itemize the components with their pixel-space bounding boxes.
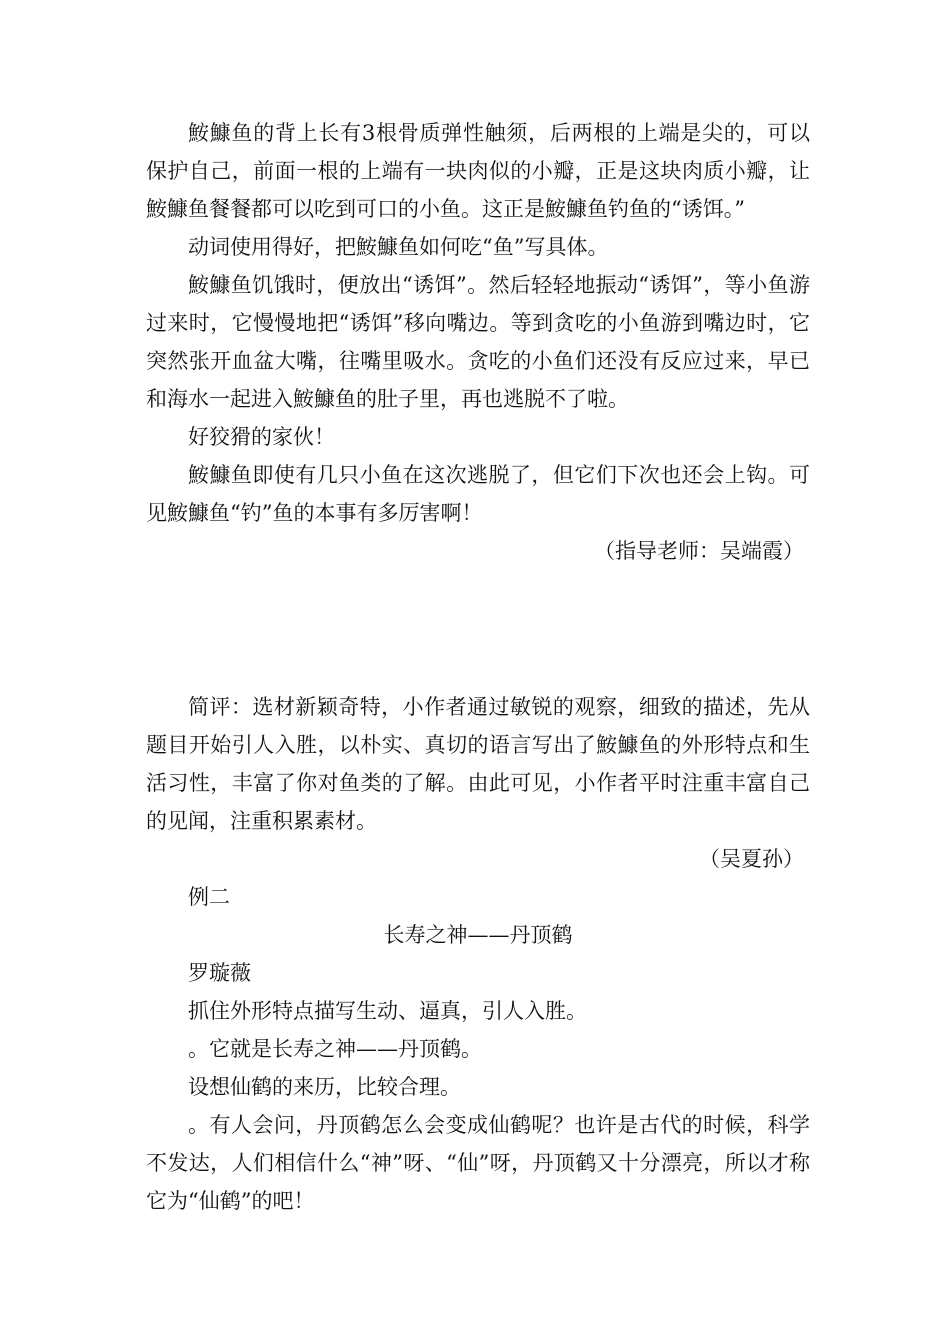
paragraph-conclusion: 鮟鱇鱼即使有几只小鱼在这次逃脱了，但它们下次也还会上钩。可见鮟鱇鱼“钓”鱼的本事有多厉害啊！ — [146, 463, 810, 525]
teacher-credit: （指导老师：吴端霞） — [594, 539, 804, 563]
comment-appearance: 抓住外形特点描写生动、逼真，引人入胜。 — [188, 999, 587, 1023]
essay-line-crane: 。它就是长寿之神——丹顶鹤。 — [188, 1037, 482, 1061]
review-paragraph: 简评：选材新颖奇特，小作者通过敏锐的观察，细致的描述，先从题目开始引人入胜，以朴实、真切的语言写出了鮟鱇鱼的外形特点和生活习性，丰富了你对鱼类的了解。由此可见，小作者平时注重丰富自己的见闻，注重积累素材。 — [146, 695, 810, 833]
comment-origin: 设想仙鹤的来历，比较合理。 — [188, 1075, 461, 1099]
essay-author: 罗璇薇 — [188, 961, 251, 985]
paragraph-exclamation: 好狡猾的家伙！ — [188, 425, 335, 449]
reviewer-credit: （吴夏孙） — [699, 847, 804, 871]
example-label: 例二 — [188, 885, 230, 909]
paragraph-anglerfish-lure: 鮟鱇鱼的背上长有3根骨质弹性触须，后两根的上端是尖的，可以保护自己，前面一根的上端有一块肉似的小瓣，正是这块肉质小瓣，让鮟鱇鱼餐餐都可以吃到可口的小鱼。这正是鮟鱇鱼钓鱼的“诱饵。” — [146, 121, 810, 221]
paragraph-hunting: 鮟鱇鱼饥饿时，便放出“诱饵”。然后轻轻地振动“诱饵”，等小鱼游过来时，它慢慢地把“诱饵”移向嘴边。等到贪吃的小鱼游到嘴边时，它突然张开血盆大嘴，往嘴里吸水。贪吃的小鱼们还没有反应过来，早已和海水一起进入鮟鱇鱼的肚子里，再也逃脱不了啦。 — [146, 273, 810, 411]
paragraph-verb-comment: 动词使用得好，把鮟鱇鱼如何吃“鱼”写具体。 — [188, 235, 609, 259]
essay-title: 长寿之神——丹顶鹤 — [383, 923, 573, 947]
essay-paragraph-immortal-crane: 。有人会问，丹顶鹤怎么会变成仙鹤呢？也许是古代的时候，科学不发达，人们相信什么“神”呀、“仙”呀，丹顶鹤又十分漂亮，所以才称它为“仙鹤”的吧！ — [146, 1113, 810, 1213]
